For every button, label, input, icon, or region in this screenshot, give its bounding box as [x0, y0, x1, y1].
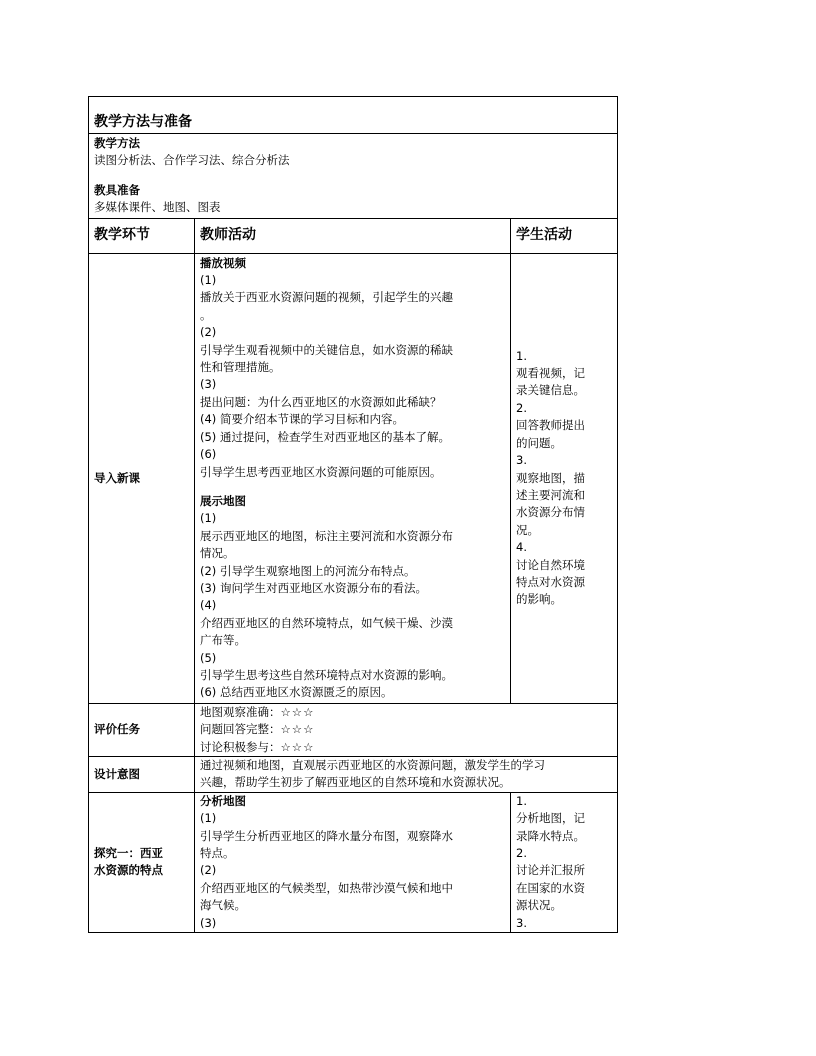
text-line: (5) 通过提问，检查学生对西亚地区的基本了解。: [200, 429, 450, 444]
intro-student-cell: [511, 253, 618, 703]
header-stage: 教学环节: [89, 218, 195, 253]
student-line: 2.: [516, 846, 527, 861]
design-row: [89, 757, 618, 793]
student-line: 4.: [516, 540, 527, 555]
student-line: 录关键信息。: [516, 383, 585, 398]
text-line: 介绍西亚地区的气候类型，如热带沙漠气候和地中: [200, 880, 453, 895]
student-line: 在国家的水资: [516, 880, 585, 895]
star-rating: ☆☆☆: [280, 739, 315, 754]
intro-teacher-cell: [195, 253, 511, 703]
text-line: 介绍西亚地区的自然环境特点，如气候干燥、沙漠: [200, 615, 453, 630]
text-line: (2): [200, 863, 217, 878]
evaluation-items: [200, 704, 612, 756]
student-line: 3.: [516, 915, 527, 930]
student-line: 1.: [516, 348, 527, 363]
explore-lines: [200, 810, 505, 932]
text-line: 情况。: [200, 546, 235, 561]
evaluation-cell: [195, 703, 618, 756]
stage-line: 探究一：西亚: [94, 846, 163, 861]
intro-block1-lines: [200, 272, 505, 481]
student-line: 录降水特点。: [516, 828, 585, 843]
text-line: 海气候。: [200, 898, 246, 913]
stage-line: 水资源的特点: [94, 863, 163, 878]
student-line: 回答教师提出: [516, 418, 585, 433]
explore-student-lines: [516, 793, 612, 932]
student-line: 2.: [516, 400, 527, 415]
text-line: 引导学生分析西亚地区的降水量分布图，观察降水: [200, 828, 453, 843]
design-cell: [195, 757, 618, 793]
intro-block2-title: 展示地图: [200, 493, 246, 508]
text-line: 引导学生思考这些自然环境特点对水资源的影响。: [200, 667, 453, 682]
design-stage: 设计意图: [89, 757, 195, 793]
student-line: 的问题。: [516, 435, 562, 450]
student-line: 水资源分布情: [516, 505, 585, 520]
student-line: 3.: [516, 453, 527, 468]
evaluation-item-label: 讨论积极参与：: [200, 739, 281, 754]
text-line: (1): [200, 273, 217, 288]
explore-student-cell: [511, 792, 618, 932]
explore-stage: [89, 792, 195, 932]
text-line: (1): [200, 811, 217, 826]
text-line: (1): [200, 511, 217, 526]
section-title: 教学方法与准备: [89, 97, 618, 134]
evaluation-row: [89, 703, 618, 756]
intro-block2-lines: [200, 510, 505, 701]
methods-cell: [89, 134, 618, 219]
text-line: (6): [200, 447, 217, 462]
evaluation-stage: 评价任务: [89, 703, 195, 756]
student-line: 的影响。: [516, 592, 562, 607]
text-line: (3) 询问学生对西亚地区水资源分布的看法。: [200, 580, 427, 595]
text-line: 特点。: [200, 846, 235, 861]
text-line: (6) 总结西亚地区水资源匮乏的原因。: [200, 685, 393, 700]
intro-student-lines: [516, 348, 612, 609]
text-line: 引导学生观看视频中的关键信息，如水资源的稀缺: [200, 342, 453, 357]
star-rating: ☆☆☆: [280, 704, 315, 719]
evaluation-item: [200, 704, 612, 721]
text-line: (3): [200, 915, 217, 930]
student-line: 观察地图，描: [516, 470, 585, 485]
tools-text: 多媒体课件、地图、图表: [94, 200, 221, 215]
text-line: 播放关于西亚水资源问题的视频，引起学生的兴趣: [200, 290, 453, 305]
student-line: 讨论自然环境: [516, 557, 585, 572]
tools-label: 教具准备: [94, 182, 140, 197]
explore-row: [89, 792, 618, 932]
text-line: 。: [200, 307, 212, 322]
explore-stage-lines: [94, 845, 189, 880]
text-line: (3): [200, 377, 217, 392]
explore-teacher-cell: [195, 792, 511, 932]
design-lines: [200, 757, 612, 792]
header-row: [89, 218, 618, 253]
intro-stage: 导入新课: [89, 253, 195, 703]
intro-row: [89, 253, 618, 703]
student-line: 特点对水资源: [516, 574, 585, 589]
intro-block1-title: 播放视频: [200, 255, 246, 270]
text-line: (4): [200, 598, 217, 613]
text-line: (2): [200, 325, 217, 340]
evaluation-item-label: 问题回答完整：: [200, 722, 281, 737]
text-line: 广布等。: [200, 633, 246, 648]
text-line: 兴趣，帮助学生初步了解西亚地区的自然环境和水资源状况。: [200, 775, 511, 790]
text-line: 提出问题：为什么西亚地区的水资源如此稀缺？: [200, 394, 442, 409]
text-line: 性和管理措施。: [200, 360, 281, 375]
evaluation-item-label: 地图观察准确：: [200, 704, 281, 719]
student-line: 源状况。: [516, 898, 562, 913]
methods-text: 读图分析法、合作学习法、综合分析法: [94, 153, 290, 168]
evaluation-item: [200, 739, 612, 756]
text-line: 通过视频和地图，直观展示西亚地区的水资源问题，激发学生的学习: [200, 758, 545, 772]
text-line: 展示西亚地区的地图，标注主要河流和水资源分布: [200, 528, 453, 543]
student-line: 述主要河流和: [516, 487, 585, 502]
student-line: 观看视频，记: [516, 366, 585, 381]
text-line: 引导学生思考西亚地区水资源问题的可能原因。: [200, 464, 442, 479]
text-line: (4) 简要介绍本节课的学习目标和内容。: [200, 412, 404, 427]
header-student: 学生活动: [511, 218, 618, 253]
lesson-plan-table: [88, 96, 618, 933]
text-line: (2) 引导学生观察地图上的河流分布特点。: [200, 563, 416, 578]
header-teacher: 教师活动: [195, 218, 511, 253]
evaluation-item: [200, 721, 612, 738]
explore-title: 分析地图: [200, 793, 246, 808]
student-line: 讨论并汇报所: [516, 863, 585, 878]
text-line: (5): [200, 650, 217, 665]
star-rating: ☆☆☆: [280, 722, 315, 737]
student-line: 分析地图，记: [516, 811, 585, 826]
student-line: 1.: [516, 793, 527, 808]
student-line: 况。: [516, 522, 539, 537]
methods-label: 教学方法: [94, 136, 140, 150]
